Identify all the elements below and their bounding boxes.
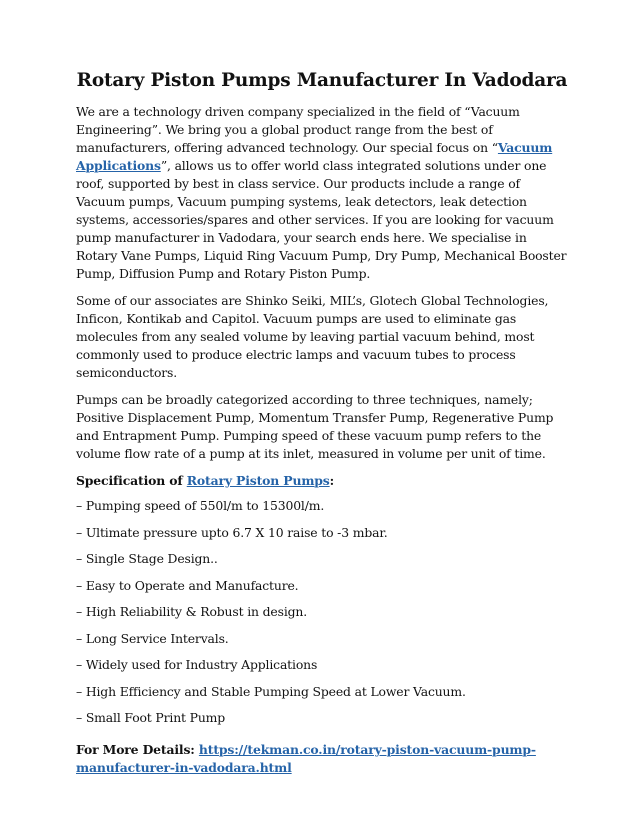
list-item: – Pumping speed of 550l/m to 15300l/m.	[76, 498, 325, 513]
specification-heading	[76, 472, 568, 490]
vacuum-applications-link[interactable]: Vacuum Applications	[76, 140, 553, 173]
list-item: – Ultimate pressure upto 6.7 X 10 raise to -3 mbar.	[76, 524, 388, 540]
more-details	[76, 741, 568, 777]
spec-prefix: Specification of	[76, 473, 187, 488]
list-item: – Widely used for Industry Applications	[76, 657, 318, 672]
list-item: – High Efficiency and Stable Pumping Speed at Lower Vacuum.	[76, 683, 466, 699]
spec-suffix: :	[329, 473, 335, 488]
more-details-link[interactable]: https://tekman.co.in/rotary-piston-vacuum-pump-manufacturer-in-vadodara.html	[76, 742, 536, 775]
intro-text-end: ”, allows us to offer world class integrated solutions under one roof, supported by best in class service. Our products include a range of Vacuum pumps, Vacuum pumping systems, leak detectors, leak detection systems, accessories/spares and other services. If you are looking for vacuum pump manufacturer in Vadodara, your search ends here. We specialise in Rotary Vane Pumps, Liquid Ring Vacuum Pump, Dry Pump, Mechanical Booster Pump, Diffusion Pump and Rotary Piston Pump.	[76, 158, 567, 281]
pump-categories-paragraph: Pumps can be broadly categorized according to three techniques, namely; Positive Displacement Pump, Momentum Transfer Pump, Regenerative Pump and Entrapment Pump. Pumping speed of these vacuum pump refers to the volume flow rate of a pump at its inlet, measured in volume per unit of time.	[76, 392, 554, 461]
list-item: – Easy to Operate and Manufacture.	[76, 577, 299, 593]
list-item: – Long Service Intervals.	[76, 630, 229, 646]
intro-text-start: We are a technology driven company specialized in the field of “Vacuum Engineering”. We bring you a global product range from the best of manufacturers, offering advanced technology. Our special focus on “	[76, 104, 520, 155]
list-item: – High Reliability & Robust in design.	[76, 604, 308, 619]
specification-list	[76, 497, 568, 727]
page-title: Rotary Piston Pumps Manufacturer In Vadodara	[76, 70, 568, 91]
list-item: – Small Foot Print Pump	[76, 710, 226, 725]
more-details-label: For More Details:	[76, 742, 199, 757]
associates-paragraph: Some of our associates are Shinko Seiki, MIL’s, Glotech Global Technologies, Inficon, Kontikab and Capitol. Vacuum pumps are used to eliminate gas molecules from any sealed volume by leaving partial vacuum behind, most commonly used to produce electric lamps and vacuum tubes to process semiconductors.	[76, 293, 549, 380]
intro-paragraph	[76, 103, 568, 283]
list-item: – Single Stage Design..	[76, 551, 218, 566]
rotary-piston-pumps-link[interactable]: Rotary Piston Pumps	[186, 473, 330, 488]
